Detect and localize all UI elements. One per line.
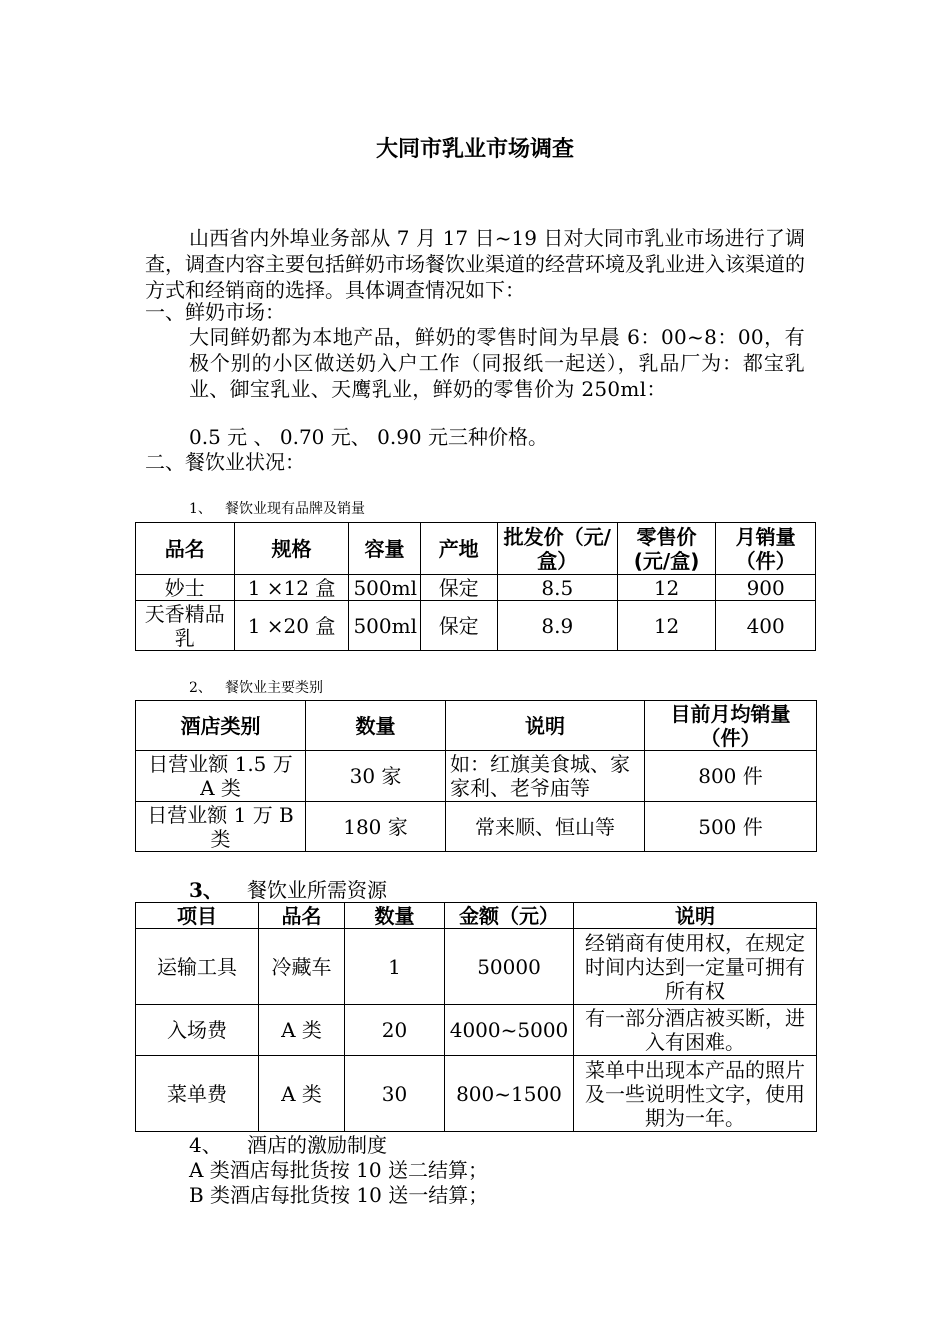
- table-header-cell: 说明: [446, 701, 645, 751]
- table-header-cell: 数量: [306, 701, 446, 751]
- table-cell: 天香精品乳: [136, 601, 235, 651]
- section1-body: 大同鲜奶都为本地产品，鲜奶的零售时间为早晨 6：00~8：00，有极个别的小区做送奶入户工作（同报纸一起送），乳品厂为：都宝乳业、御宝乳业、天鹰乳业，鲜奶的零售价为 250ml：: [189, 325, 805, 401]
- table-row: [136, 1005, 817, 1056]
- table-header-cell: 零售价(元/盒): [617, 523, 716, 575]
- table-header-cell: 金额（元）: [445, 903, 574, 929]
- table1-caption-text: 餐饮业现有品牌及销量: [225, 501, 365, 517]
- brand-sales-table: [135, 522, 816, 651]
- table-cell: 30 家: [306, 751, 446, 802]
- table-cell: 20: [345, 1005, 445, 1056]
- table-cell: 500ml: [349, 575, 420, 601]
- table-row: [136, 751, 817, 802]
- table-header-cell: 月销量（件）: [716, 523, 816, 575]
- section4-line-a: A 类酒店每批货按 10 送二结算；: [189, 1158, 488, 1182]
- table-cell: 12: [617, 601, 716, 651]
- table-cell: 12: [617, 575, 716, 601]
- table-cell: A 类: [259, 1005, 345, 1056]
- table-header-cell: 酒店类别: [136, 701, 306, 751]
- table-cell: A 类: [259, 1056, 345, 1132]
- table-cell: 冷藏车: [259, 929, 345, 1005]
- table-header-cell: 项目: [136, 903, 259, 929]
- table2-caption: [189, 679, 323, 697]
- table-header-cell: 品名: [136, 523, 235, 575]
- section4-heading-number: 4、: [189, 1133, 222, 1157]
- resource-requirement-table: [135, 902, 817, 1132]
- table-header-cell: 批发价（元/盒）: [497, 523, 617, 575]
- table-cell: 4000~5000: [445, 1005, 574, 1056]
- table-cell: 有一部分酒店被买断，进入有困难。: [574, 1005, 817, 1056]
- table-header-cell: 数量: [345, 903, 445, 929]
- table-row: [136, 601, 816, 651]
- table-cell: 运输工具: [136, 929, 259, 1005]
- section2-heading: 二、餐饮业状况：: [145, 450, 305, 474]
- table-header-row: [136, 903, 817, 929]
- table-cell: 菜单费: [136, 1056, 259, 1132]
- table1-caption: [189, 500, 365, 518]
- table-cell: 日营业额 1 万 B 类: [136, 802, 306, 852]
- table-cell: 900: [716, 575, 816, 601]
- table-cell: 800~1500: [445, 1056, 574, 1132]
- table-header-cell: 目前月均销量（件）: [645, 701, 817, 751]
- table3-caption-number: 3、: [189, 878, 223, 902]
- table3-caption: [189, 877, 387, 903]
- section1-heading: 一、鲜奶市场：: [145, 300, 285, 324]
- table2-caption-text: 餐饮业主要类别: [225, 680, 323, 696]
- table-cell: 500ml: [349, 601, 420, 651]
- table-cell: 800 件: [645, 751, 817, 802]
- document-title: 大同市乳业市场调查: [375, 137, 574, 162]
- table-cell: 日营业额 1.5 万 A 类: [136, 751, 306, 802]
- table-header-cell: 容量: [349, 523, 420, 575]
- table-cell: 经销商有使用权，在规定时间内达到一定量可拥有所有权: [574, 929, 817, 1005]
- table-row: [136, 802, 817, 852]
- table-header-cell: 品名: [259, 903, 345, 929]
- table-cell: 8.9: [497, 601, 617, 651]
- table1-caption-number: 1、: [189, 501, 212, 517]
- intro-paragraph: 山西省内外埠业务部从 7 月 17 日~19 日对大同市乳业市场进行了调查，调查内容主要包括鲜奶市场餐饮业渠道的经营环境及乳业进入该渠道的方式和经销商的选择。具体调查情况如下：: [145, 226, 805, 302]
- table3-caption-text: 餐饮业所需资源: [247, 878, 387, 902]
- table-header-cell: 产地: [420, 523, 497, 575]
- table-cell: 保定: [420, 601, 497, 651]
- table-row: [136, 575, 816, 601]
- table-row: [136, 929, 817, 1005]
- table-cell: 180 家: [306, 802, 446, 852]
- table-cell: 500 件: [645, 802, 817, 852]
- table-cell: 保定: [420, 575, 497, 601]
- table-row: [136, 1056, 817, 1132]
- section4-heading: [189, 1132, 387, 1158]
- table-header-cell: 说明: [574, 903, 817, 929]
- table-cell: 30: [345, 1056, 445, 1132]
- table-cell: 如：红旗美食城、家家利、老爷庙等: [446, 751, 645, 802]
- section4-line-b: B 类酒店每批货按 10 送一结算；: [189, 1183, 489, 1207]
- table-header-cell: 规格: [234, 523, 349, 575]
- section1-prices: 0.5 元 、 0.70 元、 0.90 元三种价格。: [189, 425, 549, 449]
- section4-heading-text: 酒店的激励制度: [247, 1133, 387, 1157]
- table-cell: 妙士: [136, 575, 235, 601]
- table-header-row: [136, 701, 817, 751]
- table-cell: 8.5: [497, 575, 617, 601]
- table-cell: 1: [345, 929, 445, 1005]
- table-cell: 1 ×20 盒: [234, 601, 349, 651]
- table-cell: 400: [716, 601, 816, 651]
- table-cell: 50000: [445, 929, 574, 1005]
- restaurant-category-table: [135, 700, 817, 852]
- table-cell: 常来顺、恒山等: [446, 802, 645, 852]
- table-cell: 入场费: [136, 1005, 259, 1056]
- table-header-row: [136, 523, 816, 575]
- table2-caption-number: 2、: [189, 680, 212, 696]
- table-cell: 菜单中出现本产品的照片及一些说明性文字，使用期为一年。: [574, 1056, 817, 1132]
- table-cell: 1 ×12 盒: [234, 575, 349, 601]
